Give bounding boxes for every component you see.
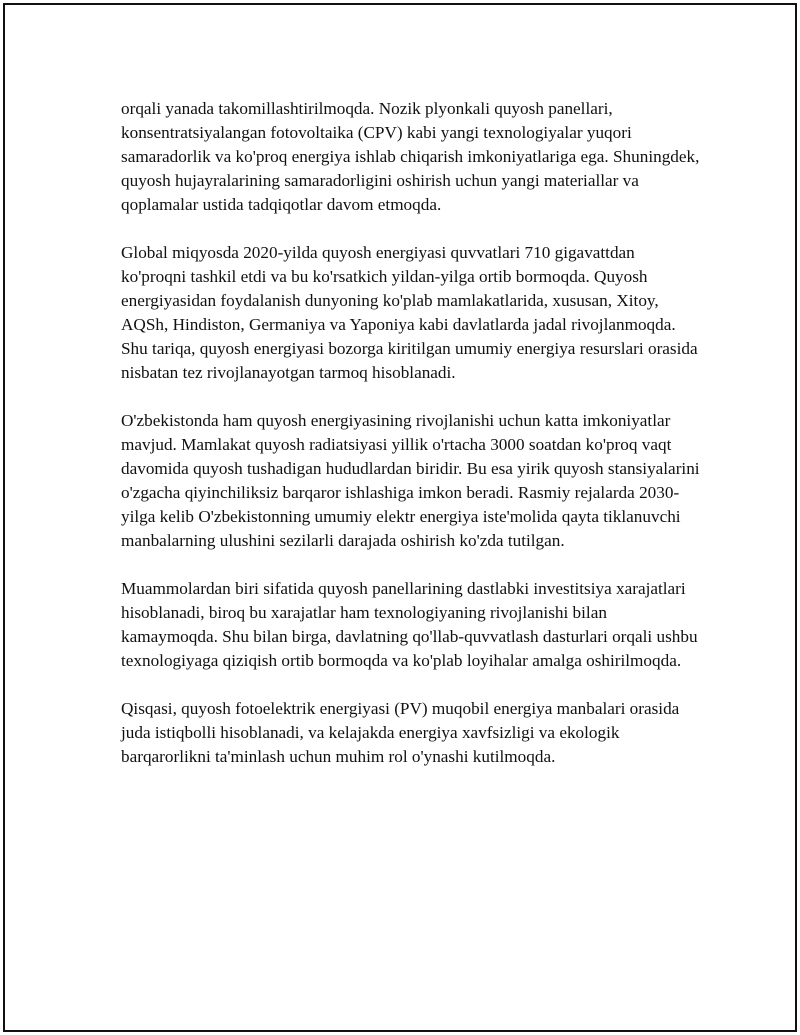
paragraph-5: Qisqasi, quyosh fotoelektrik energiyasi (PV) muqobil energiya manbalari orasida juda istiqbolli hisoblanadi, va kelajakda energiya xavfsizligi va ekologik barqarorlikni ta'minlash uchun muhim rol o'ynashi kutilmoqda. <box>121 699 680 766</box>
document-body <box>121 97 701 793</box>
document-page <box>3 3 797 1032</box>
paragraph-4: Muammolardan biri sifatida quyosh panellarining dastlabki investitsiya xarajatlari hisoblanadi, biroq bu xarajatlar ham texnologiyaning rivojlanishi bilan kamaymoqda. Shu bilan birga, davlatning qo'llab-quvvatlash dasturlari orqali ushbu texnologiyaga qiziqish ortib bormoqda va ko'plab loyihalar amalga oshirilmoqda. <box>121 579 698 670</box>
paragraph-3: O'zbekistonda ham quyosh energiyasining rivojlanishi uchun katta imkoniyatlar mavjud. Mamlakat quyosh radiatsiyasi yillik o'rtacha 3000 soatdan ko'proq vaqt davomida quyosh tushadigan hududlardan biridir. Bu esa yirik quyosh stansiyalarini o'zgacha qiyinchiliksiz barqaror ishlashiga imkon beradi. Rasmiy rejalarda 2030-yilga kelib O'zbekistonning umumiy elektr energiya iste'molida qayta tiklanuvchi manbalarning ulushini sezilarli darajada oshirish ko'zda tutilgan. <box>121 411 700 550</box>
paragraph-1: orqali yanada takomillashtirilmoqda. Nozik plyonkali quyosh panellari, konsentratsiyalangan fotovoltaika (CPV) kabi yangi texnologiyalar yuqori samaradorlik va ko'proq energiya ishlab chiqarish imkoniyatlariga ega. Shuningdek, quyosh hujayralarining samaradorligini oshirish uchun yangi materiallar va qoplamalar ustida tadqiqotlar davom etmoqda. <box>121 99 700 214</box>
paragraph-2: Global miqyosda 2020-yilda quyosh energiyasi quvvatlari 710 gigavattdan ko'proqni tashkil etdi va bu ko'rsatkich yildan-yilga ortib bormoqda. Quyosh energiyasidan foydalanish dunyoning ko'plab mamlakatlarida, xususan, Xitoy, AQSh, Hindiston, Germaniya va Yaponiya kabi davlatlarda jadal rivojlanmoqda. Shu tariqa, quyosh energiyasi bozorga kiritilgan umumiy energiya resurslari orasida nisbatan tez rivojlanayotgan tarmoq hisoblanadi. <box>121 243 698 382</box>
